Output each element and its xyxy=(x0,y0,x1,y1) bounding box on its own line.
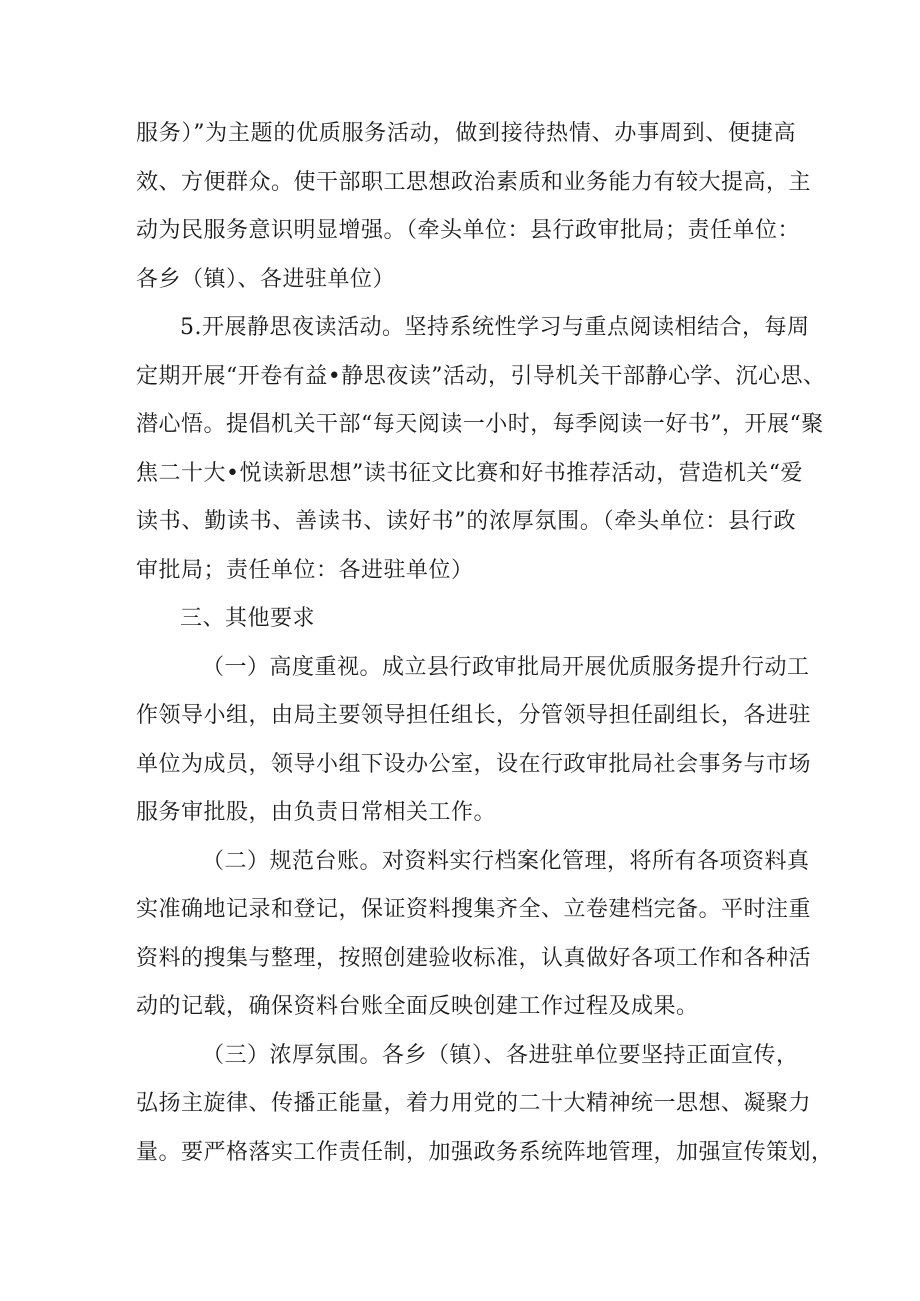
document-body xyxy=(136,110,834,1177)
text-line: 实准确地记录和登记，保证资料搜集齐全、立卷建档完备。平时注重 xyxy=(136,897,812,922)
text-line: 资料的搜集与整理，按照创建验收标准，认真做好各项工作和各种活 xyxy=(136,945,812,971)
text-line: 量。要严格落实工作责任制，加强政务系统阵地管理，加强宣传策划， xyxy=(136,1139,834,1165)
text-line: 审批局；责任单位：各进驻单位） xyxy=(136,557,474,583)
text-line: 弘扬主旋律、传播正能量，着力用党的二十大精神统一思想、凝聚力 xyxy=(136,1091,812,1116)
text-line: （三）浓厚氛围。各乡（镇）、各进驻单位要坚持正面宣传， xyxy=(202,1042,799,1068)
section-heading-other-requirements xyxy=(136,595,796,644)
text-line: 单位为成员，领导小组下设办公室，设在行政审批局社会事务与市场 xyxy=(136,751,812,777)
text-line: （二）规范台账。对资料实行档案化管理，将所有各项资料真 xyxy=(202,848,810,874)
paragraph-attach-importance xyxy=(136,644,812,838)
text-line: 服务审批股，由负责日常相关工作。 xyxy=(136,800,497,825)
text-line: 5.开展静思夜读活动。坚持系统性学习与重点阅读相结合，每周 xyxy=(180,315,810,340)
text-line: （一）高度重视。成立县行政审批局开展优质服务提升行动工 xyxy=(202,654,810,680)
text-line: 服务）”为主题的优质服务活动，做到接待热情、办事周到、便捷高 xyxy=(136,121,796,146)
text-line: 各乡（镇）、各进驻单位） xyxy=(136,266,396,292)
text-line: 动的记载，确保资料台账全面反映创建工作过程及成果。 xyxy=(136,994,699,1019)
text-line: 效、方便群众。使干部职工思想政治素质和业务能力有较大提高，主 xyxy=(136,169,812,195)
paragraph-standardize-records xyxy=(136,838,812,1032)
paragraph-service-activity xyxy=(136,110,812,304)
section-heading: 三、其他要求 xyxy=(180,606,316,631)
text-line: 潜心悟。提倡机关干部“每天阅读一小时，每季阅读一好书”，开展“聚 xyxy=(136,412,824,437)
paragraph-night-reading xyxy=(136,304,826,595)
text-line: 定期开展“开卷有益•静思夜读”活动，引导机关干部静心学、沉心思、 xyxy=(136,363,826,389)
text-line: 焦二十大•悦读新思想”读书征文比赛和好书推荐活动，营造机关“爱 xyxy=(136,460,803,486)
paragraph-atmosphere xyxy=(136,1032,834,1178)
text-line: 动为民服务意识明显增强。（牵头单位：县行政审批局；责任单位： xyxy=(136,218,801,243)
text-line: 作领导小组，由局主要领导担任组长，分管领导担任副组长，各进驻 xyxy=(136,703,812,728)
text-line: 读书、勤读书、善读书、读好书”的浓厚氛围。（牵头单位：县行政 xyxy=(136,509,796,534)
